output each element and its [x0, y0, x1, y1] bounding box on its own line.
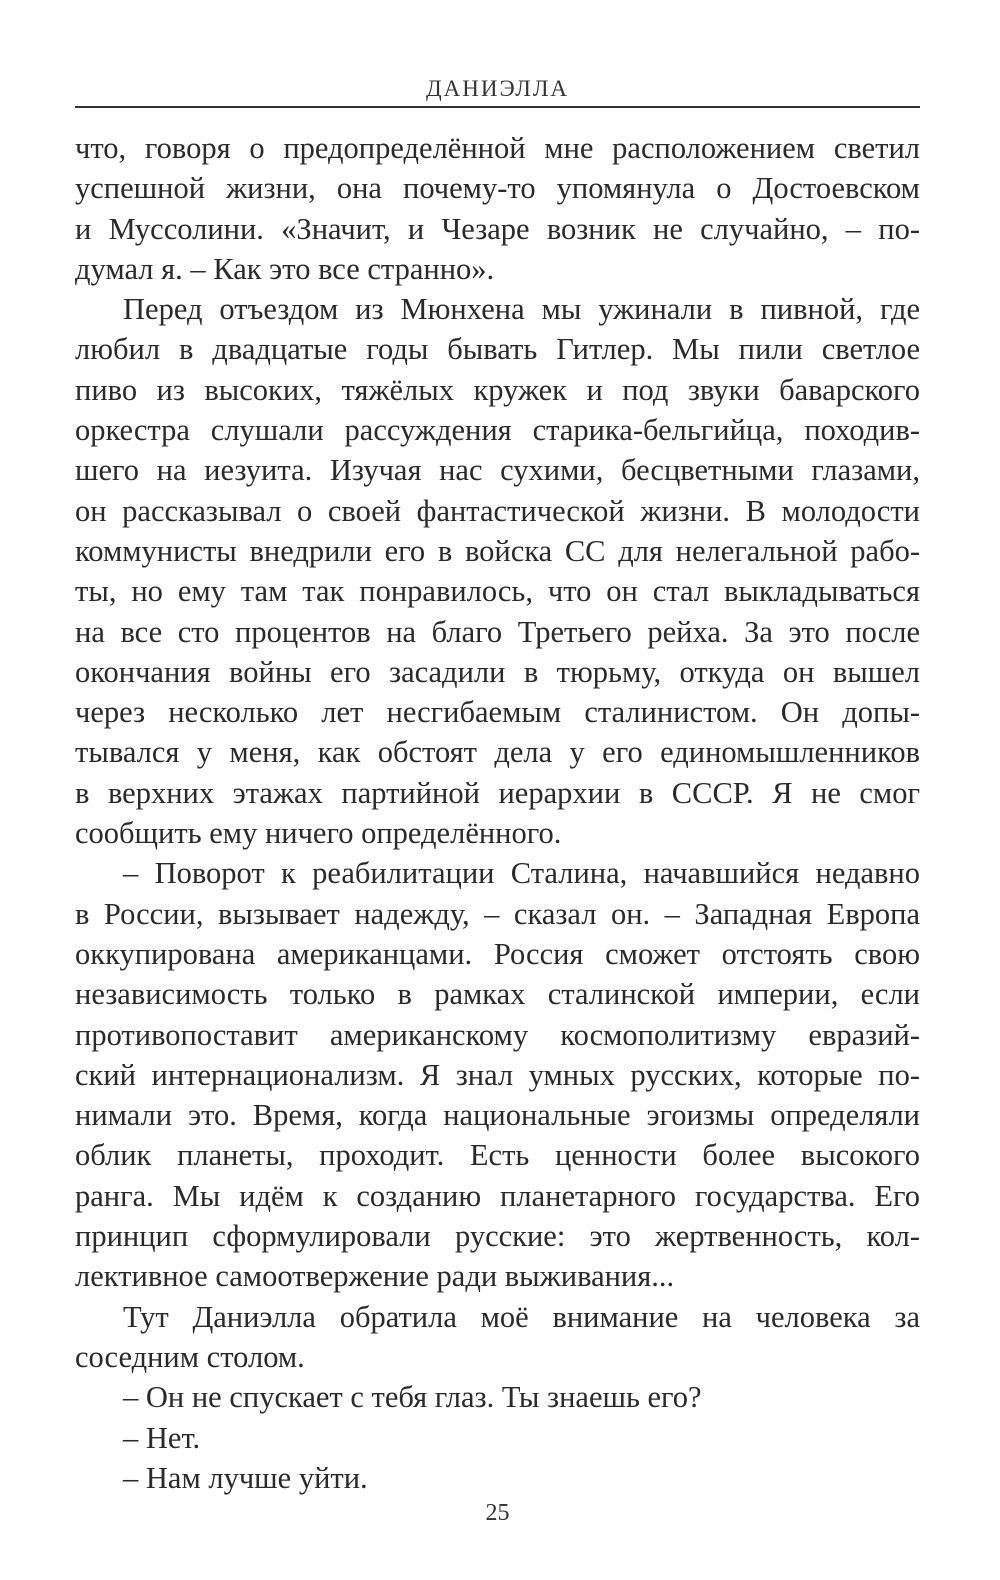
- text-line: оккупирована американцами. Россия сможет отстоять свою: [75, 936, 920, 971]
- text-line: принцип сформулировали русские: это жертвенность, кол-: [75, 1219, 920, 1254]
- text-line: – Поворот к реабилитации Сталина, начавшийся недавно: [123, 856, 920, 891]
- text-line: – Нет.: [123, 1420, 201, 1455]
- text-line: в России, вызывает надежду, – сказал он. – Западная Европа: [75, 896, 920, 931]
- text-line: пиво из высоких, тяжёлых кружек и под звуки баварского: [75, 372, 920, 407]
- text-line: успешной жизни, она почему-то упомянула о Достоевском: [75, 171, 920, 206]
- text-line: он рассказывал о своей фантастической жизни. В молодости: [75, 493, 920, 528]
- text-line: ский интернационализм. Я знал умных русских, которые по-: [75, 1057, 920, 1092]
- running-head: ДАНИЭЛЛА: [425, 76, 570, 101]
- text-line: думал я. – Как это все странно».: [75, 251, 495, 286]
- text-line: соседним столом.: [75, 1339, 305, 1374]
- text-line: – Нам лучше уйти.: [123, 1460, 368, 1495]
- text-line: что, говоря о предопределённой мне расположением светил: [75, 131, 920, 165]
- text-line: лективное самоотвержение ради выживания...: [75, 1259, 675, 1294]
- text-line: облик планеты, проходит. Есть ценности более высокого: [75, 1138, 920, 1173]
- text-line: Перед отъездом из Мюнхена мы ужинали в пивной, где: [123, 292, 920, 327]
- text-line: – Он не спускает с тебя глаз. Ты знаешь его?: [123, 1380, 702, 1415]
- page-number: 25: [485, 1500, 510, 1526]
- text-line: и Муссолини. «Значит, и Чезаре возник не случайно, – по-: [75, 211, 920, 246]
- text-line: окончания войны его засадили в тюрьму, откуда он вышел: [75, 654, 920, 689]
- text-line: через несколько лет несгибаемым сталинистом. Он допы-: [75, 695, 920, 730]
- text-line: ты, но ему там так понравилось, что он стал выкладываться: [75, 574, 920, 609]
- body-text: [75, 128, 920, 1498]
- text-line: ранга. Мы идём к созданию планетарного государства. Его: [75, 1178, 920, 1213]
- text-line: на все сто процентов на благо Третьего рейха. За это после: [75, 614, 920, 649]
- text-line: нимали это. Время, когда национальные эгоизмы определяли: [75, 1098, 920, 1133]
- text-line: тывался у меня, как обстоят дела у его единомышленников: [75, 735, 920, 770]
- text-line: любил в двадцатые годы бывать Гитлер. Мы пили светлое: [75, 332, 920, 367]
- text-line: в верхних этажах партийной иерархии в СССР. Я не смог: [75, 775, 920, 810]
- text-line: сообщить ему ничего определённого.: [75, 816, 562, 851]
- text-line: Тут Даниэлла обратила моё внимание на человека за: [123, 1299, 920, 1334]
- text-line: шего на иезуита. Изучая нас сухими, бесцветными глазами,: [75, 453, 920, 488]
- text-line: независимость только в рамках сталинской империи, если: [75, 977, 920, 1012]
- header-rule: [75, 106, 920, 108]
- text-line: коммунисты внедрили его в войска СС для нелегальной рабо-: [75, 533, 920, 568]
- text-line: оркестра слушали рассуждения старика-бельгийца, походив-: [75, 413, 920, 448]
- text-line: противопоставит американскому космополитизму евразий-: [75, 1017, 920, 1052]
